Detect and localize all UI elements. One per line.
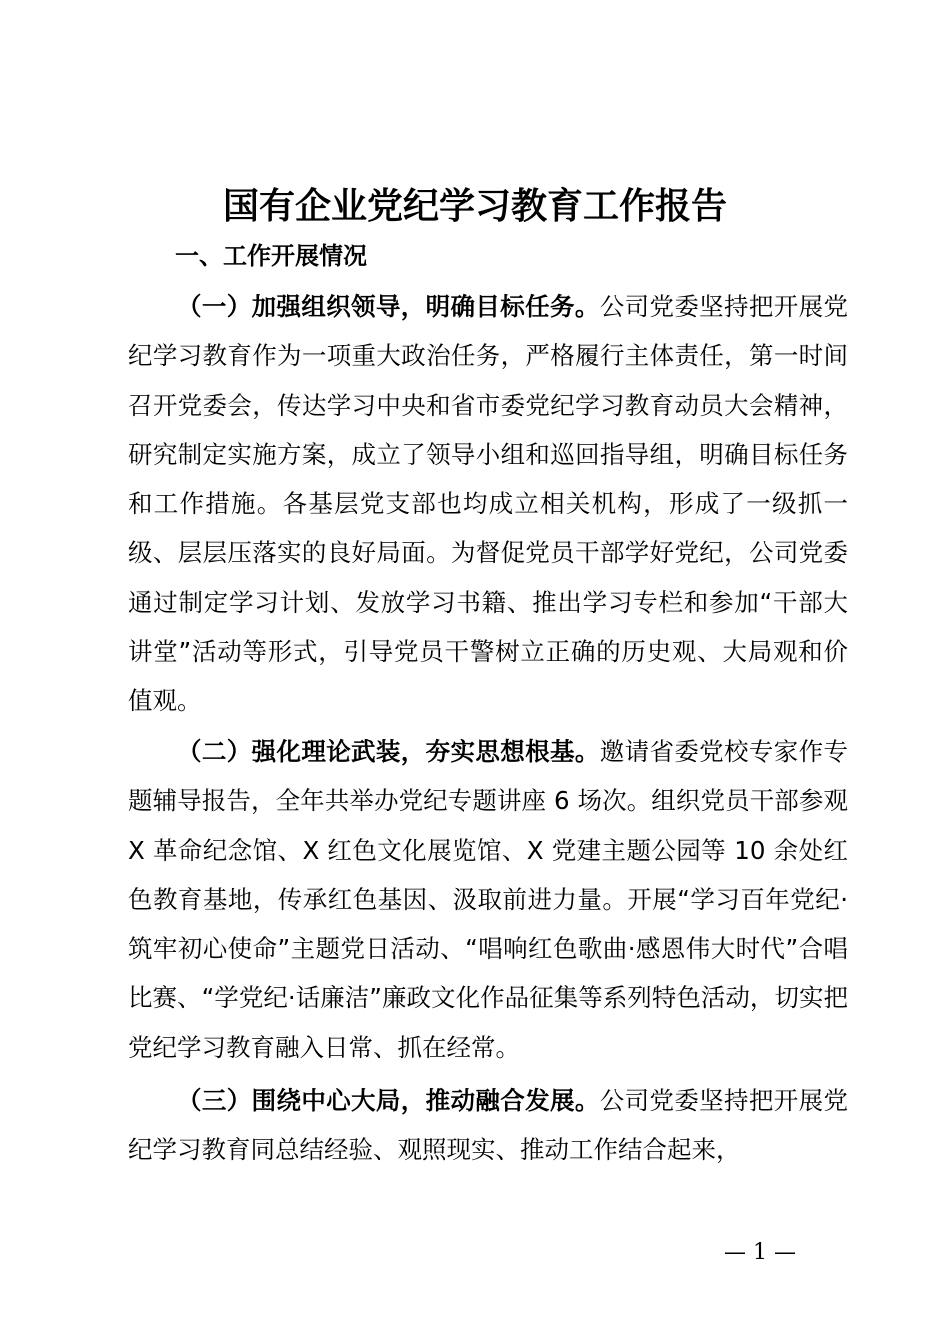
paragraph-1-lead: （一）加强组织领导，明确目标任务。 <box>177 292 600 321</box>
paragraph-1 <box>128 282 848 726</box>
paragraph-2-body: 邀请省委党校专家作专题辅导报告，全年共举办党纪专题讲座 6 场次。组织党员干部参观 X 革命纪念馆、X 红色文化展览馆、X 党建主题公园等 10 余处红色教育基地，传承红色基因、汲取前进力量。开展“学习百年党纪·筑牢初心使命”主题党日活动、“唱响红色歌曲·感恩伟大时代”合唱比赛、“学党纪·话廉洁”廉政文化作品征集等系列特色活动，切实把党纪学习教育融入日常、抓在经常。 <box>128 737 849 1062</box>
document-title: 国有企业党纪学习教育工作报告 <box>222 186 727 227</box>
paragraph-2 <box>128 727 848 1072</box>
paragraph-3-body: 公司党委坚持把开展党纪学习教育同总结经验、观照现实、推动工作结合起来， <box>128 1086 849 1165</box>
page-number: — 1 — <box>724 1240 796 1265</box>
paragraph-2-lead: （二）强化理论武装，夯实思想根基。 <box>177 737 600 766</box>
section-heading: 一、工作开展情况 <box>175 242 367 270</box>
paragraph-1-body: 公司党委坚持把开展党纪学习教育作为一项重大政治任务，严格履行主体责任，第一时间召开党委会，传达学习中央和省市委党纪学习教育动员大会精神，研究制定实施方案，成立了领导小组和巡回指导组，明确目标任务和工作措施。各基层党支部也均成立相关机构，形成了一级抓一级、层层压落实的良好局面。为督促党员干部学好党纪，公司党委通过制定学习计划、发放学习书籍、推出学习专栏和参加“干部大讲堂”活动等形式，引导党员干警树立正确的历史观、大局观和价值观。 <box>128 292 849 716</box>
paragraph-3-lead: （三）围绕中心大局，推动融合发展。 <box>177 1086 600 1115</box>
paragraph-3 <box>128 1076 848 1175</box>
